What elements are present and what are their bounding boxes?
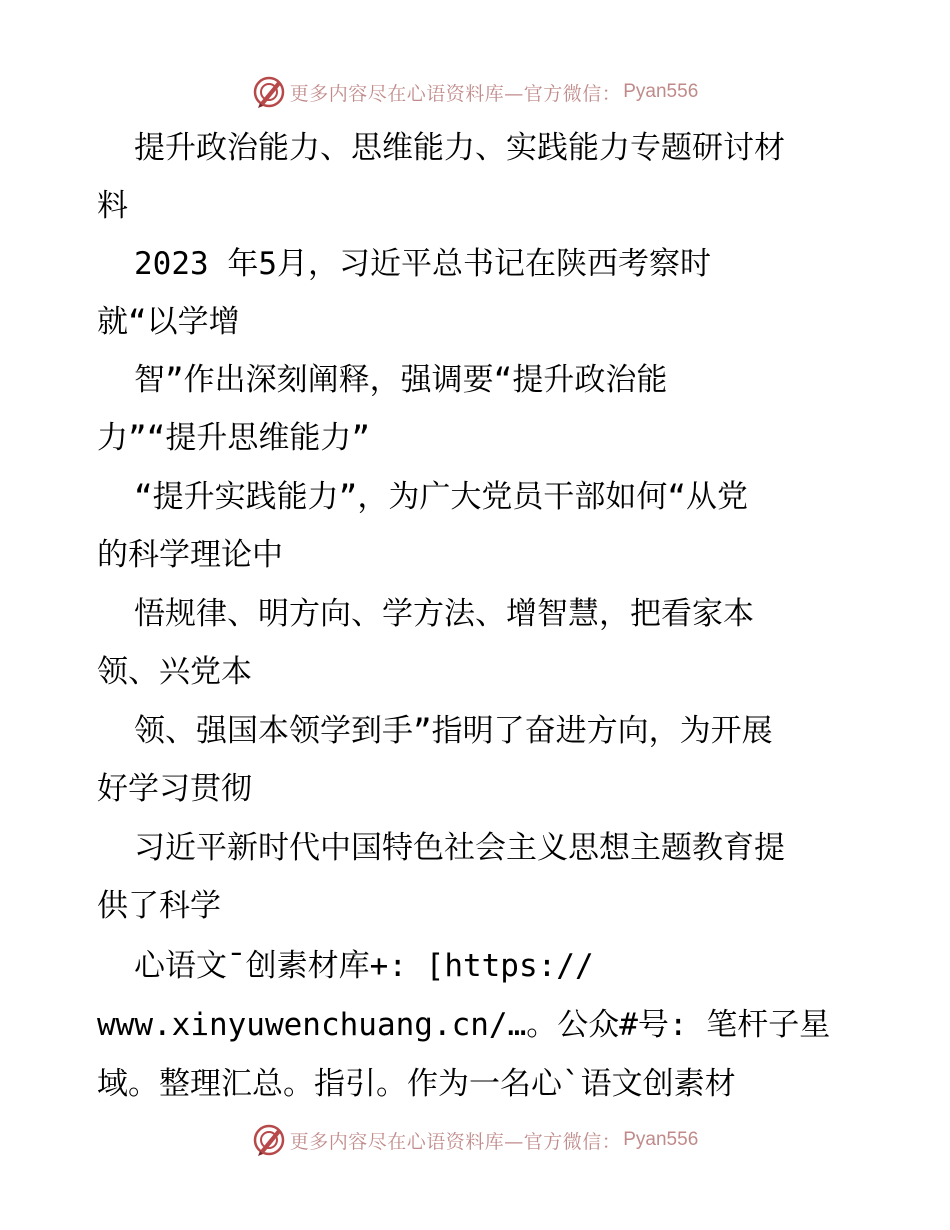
- body-line-16: www.xinyuwenchuang.cn/…。公众#号: 笔杆子星: [97, 1007, 831, 1043]
- body-line-11: 领、强国本领学到手”指明了奋进方向，为开展: [134, 713, 773, 749]
- header-banner-id: Pyan556: [623, 81, 699, 102]
- body-line-8: 的科学理论中: [97, 537, 283, 573]
- footer-banner-id: Pyan556: [623, 1129, 699, 1150]
- body-line-2: 料: [97, 188, 128, 224]
- footer-banner-text: 更多内容尽在心语资料库—官方微信：: [289, 1130, 622, 1153]
- body-line-7: “提升实践能力”，为广大党员干部如何“从党: [134, 479, 748, 515]
- body-line-13: 习近平新时代中国特色社会主义思想主题教育提: [134, 830, 785, 866]
- pen-logo-icon: [252, 1123, 286, 1157]
- body-line-3: 2023 年5月，习近平总书记在陕西考察时: [134, 246, 711, 282]
- pen-logo-icon: [252, 75, 286, 109]
- body-line-9: 悟规律、明方向、学方法、增智慧，把看家本: [134, 596, 754, 632]
- body-line-17: 域。整理汇总。指引。作为一名心`语文创素材: [97, 1066, 736, 1102]
- footer-banner: [0, 1120, 950, 1160]
- body-line-15: 心语文¯创素材库+: [https://: [134, 948, 594, 984]
- header-banner: [0, 72, 950, 112]
- body-line-6: 力”“提升思维能力”: [97, 420, 370, 456]
- body-line-1: 提升政治能力、思维能力、实践能力专题研讨材: [134, 130, 785, 166]
- body-line-12: 好学习贯彻: [97, 771, 252, 807]
- body-line-10: 领、兴党本: [97, 654, 252, 690]
- body-line-5: 智”作出深刻阐释，强调要“提升政治能: [134, 362, 668, 398]
- header-banner-text: 更多内容尽在心语资料库—官方微信：: [289, 82, 622, 105]
- body-line-14: 供了科学: [97, 888, 221, 924]
- body-line-4: 就“以学增: [97, 304, 240, 340]
